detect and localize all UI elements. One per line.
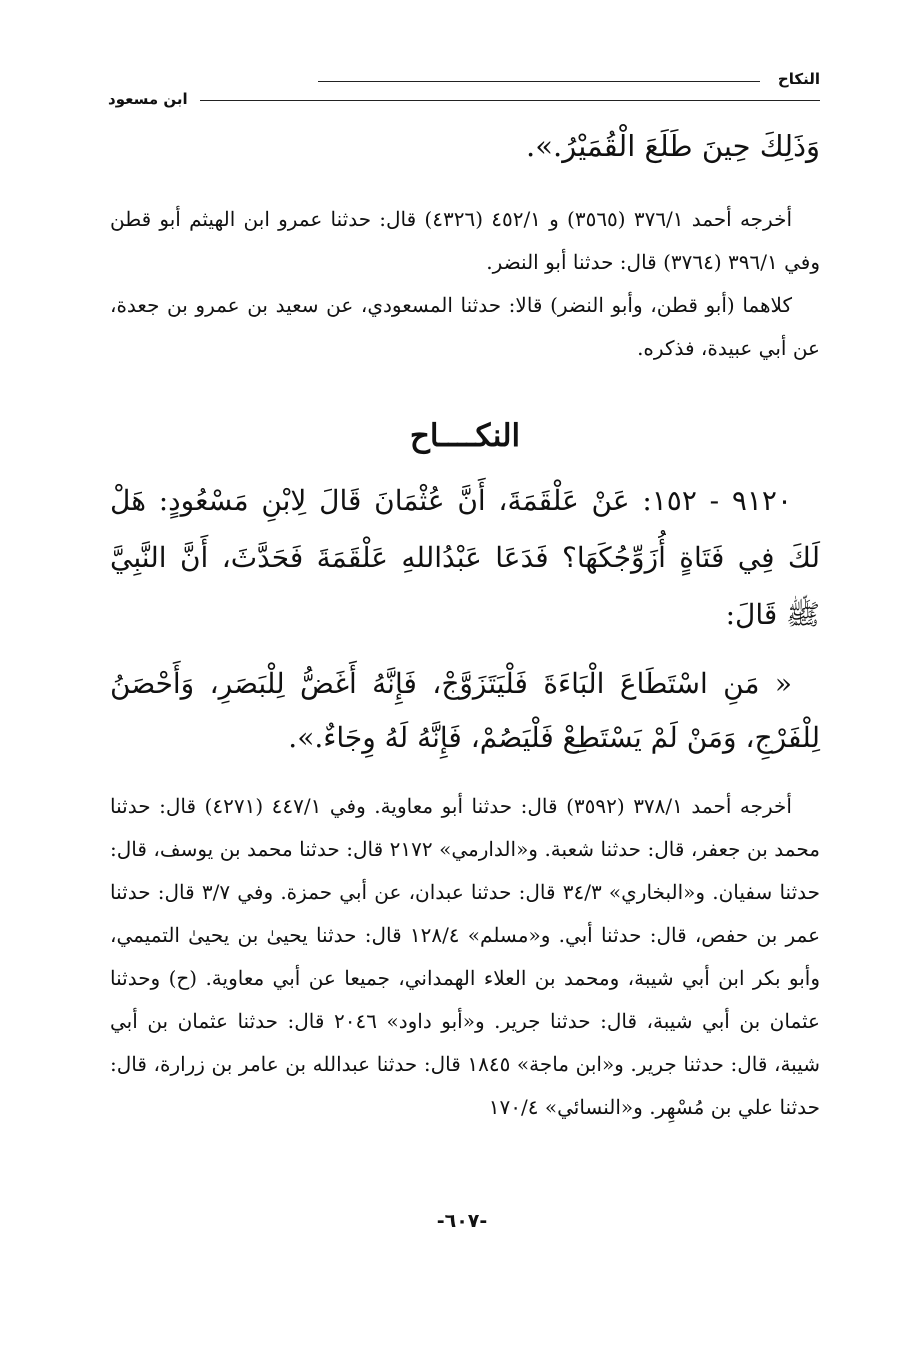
book-header: ابن مسعود xyxy=(108,90,188,108)
section-title: النكــــاح xyxy=(409,418,521,454)
header-rule-top xyxy=(318,81,760,82)
previous-hadith-ending: وَذَلِكَ حِينَ طَلَعَ الْقُمَيْرُ.». xyxy=(526,129,820,163)
prophetic-saying: « مَنِ اسْتَطَاعَ الْبَاءَةَ فَلْيَتَزَوَّجْ، فَإِنَّهُ أَغَضُّ لِلْبَصَرِ، وَأَحْصَنُ لِلْفَرْجِ، وَمَنْ لَمْ يَسْتَطِعْ فَلْيَصُمْ، فَإِنَّهُ لَهُ وِجَاءٌ.». xyxy=(110,667,820,754)
page-number: -٦٠٧- xyxy=(436,1210,488,1232)
hadith-text: ٩١٢٠ - ١٥٢: عَنْ عَلْقَمَةَ، أَنَّ عُثْمَانَ قَالَ لِابْنِ مَسْعُودٍ: هَلْ لَكَ فِي فَتَاةٍ أُزَوِّجُكَهَا؟ فَدَعَا عَبْدُاللهِ عَلْقَمَةَ فَحَدَّثَ، أَنَّ النَّبِيَّ ﷺ قَالَ: xyxy=(110,484,820,631)
header-rule-bottom xyxy=(200,100,820,101)
running-header xyxy=(108,70,820,114)
hadith-takhrij: أخرجه أحمد ٣٧٨/١ (٣٥٩٢) قال: حدثنا أبو معاوية. وفي ٤٤٧/١ (٤٢٧١) قال: حدثنا محمد بن جعفر، قال: حدثنا شعبة. و«الدارمي» ٢١٧٢ قال: حدثنا محمد بن يوسف، قال: حدثنا سفيان. و«البخاري» ٣٤/٣ قال: حدثنا عبدان، عن أبي حمزة. وفي ٣/٧ قال: حدثنا عمر بن حفص، قال: حدثنا أبي. و«مسلم» ١٢٨/٤ قال: حدثنا يحيىٰ بن يحيىٰ التميمي، وأبو بكر ابن أبي شيبة، ومحمد بن العلاء الهمداني، جميعا عن أبي معاوية. (ح) وحدثنا عثمان بن أبي شيبة، قال: حدثنا جرير. و«أبو داود» ٢٠٤٦ قال: حدثنا عثمان بن أبي شيبة، قال: حدثنا جرير. و«ابن ماجة» ١٨٤٥ قال: حدثنا عبدالله بن عامر بن زرارة، قال: حدثنا علي بن مُسْهِر. و«النسائي» ١٧٠/٤ xyxy=(110,794,821,1119)
previous-hadith-source-1: أخرجه أحمد ٣٧٦/١ (٣٥٦٥) و ٤٥٢/١ (٤٣٢٦) قال: حدثنا عمرو ابن الهيثم أبو قطن وفي ٣٩٦/١ (٣٧٦٤) قال: حدثنا أبو النضر. xyxy=(110,207,820,274)
page-body xyxy=(110,116,820,1129)
chapter-header: النكاح xyxy=(777,70,820,88)
previous-hadith-source-2: كلاهما (أبو قطن، وأبو النضر) قالا: حدثنا المسعودي، عن سعيد بن عمرو بن جعدة، عن أبي عبيدة، فذكره. xyxy=(110,293,820,360)
